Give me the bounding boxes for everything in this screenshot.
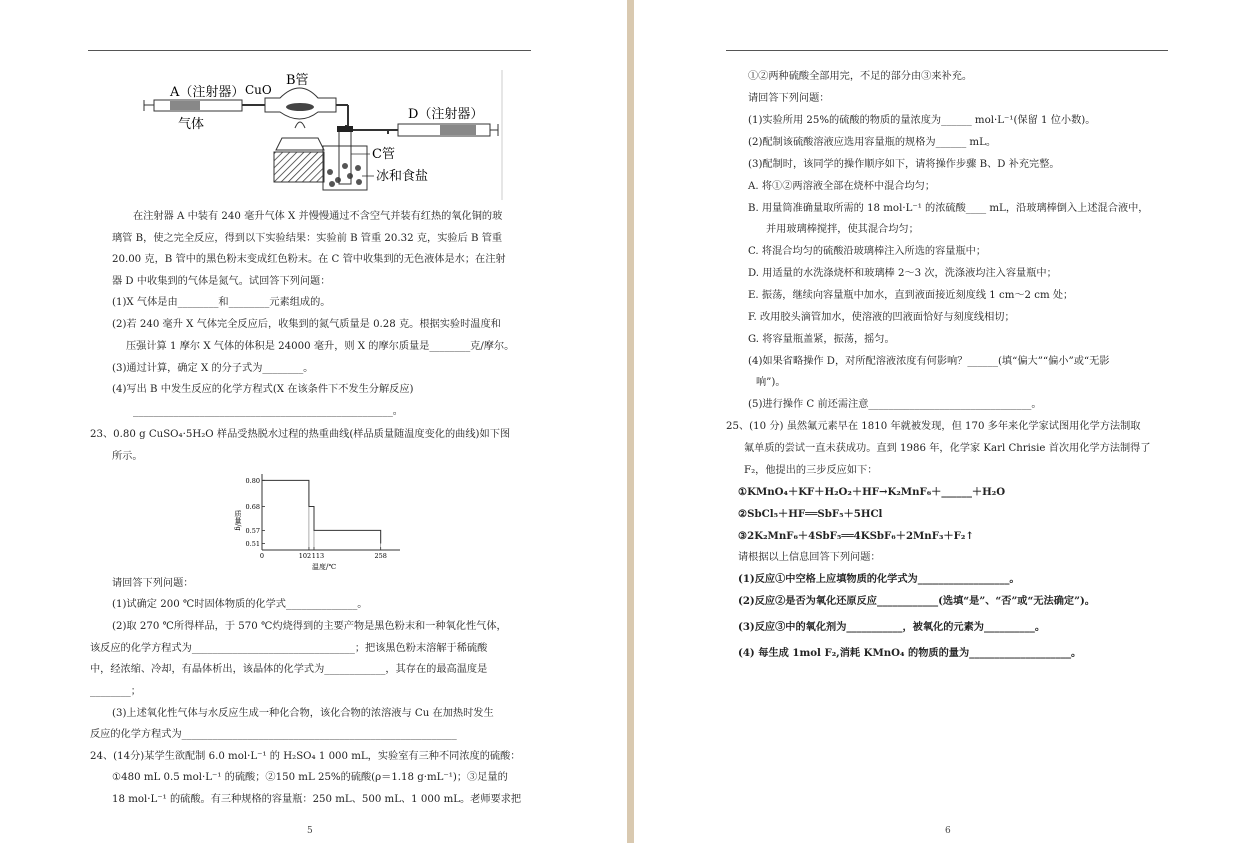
y-tick-label: 0.57	[245, 526, 260, 535]
q24-line: C. 将混合均匀的硫酸沿玻璃棒注入所选的容量瓶中；	[748, 246, 987, 257]
q24-line: 24、(14分)某学生欲配制 6.0 mol·L⁻¹ 的 H₂SO₄ 1 000 mL，实验室有三种不同浓度的硫酸：	[90, 751, 521, 762]
page-number: 5	[307, 826, 313, 836]
left-page	[0, 0, 627, 843]
q24-line: (1)实验所用 25%的硫酸的物质的量浓度为______ mol·L⁻¹(保留 1 位小数)。	[748, 115, 1096, 126]
q22-line: (2)若 240 毫升 X 气体完全反应后，收集到的氮气质量是 0.28 克。根据实验时温度和	[112, 319, 501, 330]
q25-line: 25、(10 分) 虽然氟元素早在 1810 年就被发现，但 170 多年来化学家试图用化学方法制取	[726, 421, 1141, 432]
header-rule	[88, 50, 531, 51]
q24-line: 响”)。	[756, 377, 786, 388]
q23-line: (1)试确定 200 ℃时固体物质的化学式______________。	[112, 599, 368, 610]
q23-line: 中，经浓缩、冷却，有晶体析出，该晶体的化学式为____________，其存在的最高温度是	[90, 664, 488, 675]
y-tick-label: 0.80	[245, 476, 260, 485]
label-cuo: CuO	[245, 83, 272, 97]
q24-line: D. 用适量的水洗涤烧杯和玻璃棒 2～3 次，洗涤液均注入容量瓶中；	[748, 268, 1057, 279]
q24-line: G. 将容量瓶盖紧，振荡，摇匀。	[748, 334, 895, 345]
q25-reaction-3: ③2K₂MnF₆＋4SbF₅══4KSbF₆＋2MnF₃＋F₂↑	[738, 530, 974, 542]
apparatus-diagram	[140, 68, 506, 202]
q24-line: B. 用量筒准确量取所需的 18 mol·L⁻¹ 的浓硫酸____ mL，沿玻璃棒倒入上述混合液中，	[748, 203, 1149, 214]
label-gas: 气体	[178, 117, 205, 132]
thermogravimetric-chart	[230, 472, 410, 572]
x-tick-label: 258	[374, 552, 387, 560]
label-syringe-d: D（注射器）	[408, 107, 484, 122]
q24-line: ①②两种硫酸全部用完，不足的部分由③来补充。	[748, 71, 973, 82]
header-rule	[726, 50, 1168, 51]
q24-line: A. 将①②两溶液全部在烧杯中混合均匀；	[748, 181, 936, 192]
label-ice-salt: 冰和食盐	[376, 169, 429, 184]
q25-line: (3)反应③中的氧化剂为___________，被氧化的元素为__________。	[738, 621, 1046, 633]
q22-line: 20.00 克，B 管中的黑色粉末变成红色粉末。在 C 管中收集到的无色液体是水；在注射	[112, 254, 506, 265]
q22-line: 在注射器 A 中装有 240 毫升气体 X 并慢慢通过不含空气并装有红热的氧化铜的玻	[133, 211, 503, 222]
q25-line: 请根据以上信息回答下列问题：	[738, 552, 881, 563]
page-number: 6	[945, 826, 951, 836]
x-axis-label: 温度/℃	[312, 563, 337, 571]
y-tick-label: 0.68	[245, 502, 260, 511]
q23-line: 该反应的化学方程式为________________________________；把该黑色粉末溶解于稀硫酸	[90, 643, 488, 654]
q24-line: E. 振荡，继续向容量瓶中加水，直到液面接近刻度线 1 cm～2 cm 处；	[748, 290, 1074, 301]
tg-curve-series	[262, 480, 381, 543]
x-tick-label: 113	[311, 552, 325, 560]
q22-line: (4)写出 B 中发生反应的化学方程式(X 在该条件下不发生分解反应)	[112, 384, 414, 395]
y-axis-label: 质量/g	[234, 510, 242, 531]
right-page	[634, 0, 1257, 843]
q25-reaction-2: ②SbCl₅＋HF══SbF₅＋5HCl	[738, 508, 883, 520]
x-tick-label: 102	[298, 552, 312, 560]
q22-line: 压强计算 1 摩尔 X 气体的体积是 24000 毫升，则 X 的摩尔质量是________克/摩尔。	[126, 341, 515, 352]
q23-line: 请回答下列问题：	[112, 578, 194, 589]
q25-line: (1)反应①中空格上应填物质的化学式为__________________。	[738, 573, 1020, 585]
q25-line: F₂，他提出的三步反应如下：	[744, 465, 878, 476]
q23-line: 23、0.80 g CuSO₄·5H₂O 样品受热脱水过程的热重曲线(样品质量随温度变化的曲线)如下图	[90, 429, 511, 440]
q24-line: (2)配制该硫酸溶液应选用容量瓶的规格为______ mL。	[748, 137, 997, 148]
q24-line: (3)配制时，该同学的操作顺序如下，请将操作步骤 B、D 补充完整。	[748, 159, 1060, 170]
label-tube-b: B管	[286, 73, 309, 88]
q24-line: (5)进行操作 C 前还需注意________________________________。	[748, 399, 1042, 410]
q25-reaction-1: ①KMnO₄＋KF＋H₂O₂＋HF→K₂MnF₆＋______＋H₂O	[738, 486, 1006, 498]
q22-line: 器 D 中收集到的气体是氮气。试回答下列问题：	[112, 276, 331, 287]
q23-line: ________；	[90, 686, 141, 697]
q22-line: ___________________________________________________。	[133, 406, 403, 417]
q22-line: 璃管 B，使之完全反应，得到以下实验结果：实验前 B 管重 20.32 克，实验后 B 管重	[112, 233, 503, 244]
q23-line: 所示。	[112, 451, 143, 462]
q23-line: (2)取 270 ℃所得样品，于 570 ℃灼烧得到的主要产物是黑色粉末和一种氧化性气体，	[112, 621, 507, 632]
q24-line: F. 改用胶头滴管加水，使溶液的凹液面恰好与刻度线相切；	[748, 312, 1015, 323]
q24-line: (4)如果省略操作 D，对所配溶液浓度有何影响？______(填“偏大”“偏小”或“无影	[748, 356, 1110, 367]
q22-line: (3)通过计算，确定 X 的分子式为________。	[112, 363, 314, 374]
label-tube-c: C管	[372, 147, 395, 162]
y-tick-label: 0.51	[245, 539, 260, 548]
q25-line: (2)反应②是否为氧化还原反应____________(选填“是”、“否”或“无法确定”)。	[738, 595, 1095, 607]
q24-line: 请回答下列问题：	[748, 93, 830, 104]
q25-line: 氟单质的尝试一直未获成功。直到 1986 年，化学家 Karl Chrisie 首次用化学方法制得了	[744, 443, 1151, 454]
q23-line: 反应的化学方程式为______________________________________________________	[90, 729, 457, 740]
q22-line: (1)X 气体是由________和________元素组成的。	[112, 297, 331, 308]
label-syringe-a: A（注射器）	[170, 85, 245, 100]
q23-line: (3)上述氧化性气体与水反应生成一种化合物，该化合物的浓溶液与 Cu 在加热时发生	[112, 708, 494, 719]
q24-line: 18 mol·L⁻¹ 的硫酸。有三种规格的容量瓶：250 mL、500 mL、1 000 mL。老师要求把	[112, 794, 522, 805]
q24-line: ①480 mL 0.5 mol·L⁻¹ 的硫酸；②150 mL 25%的硫酸(ρ＝1.18 g·mL⁻¹)；③足量的	[112, 772, 508, 783]
x-tick-label: 0	[259, 552, 265, 560]
q24-line: 并用玻璃棒搅拌，使其混合均匀；	[766, 224, 919, 235]
q25-line: (4) 每生成 1mol F₂,消耗 KMnO₄ 的物质的量为____________________。	[738, 647, 1082, 659]
